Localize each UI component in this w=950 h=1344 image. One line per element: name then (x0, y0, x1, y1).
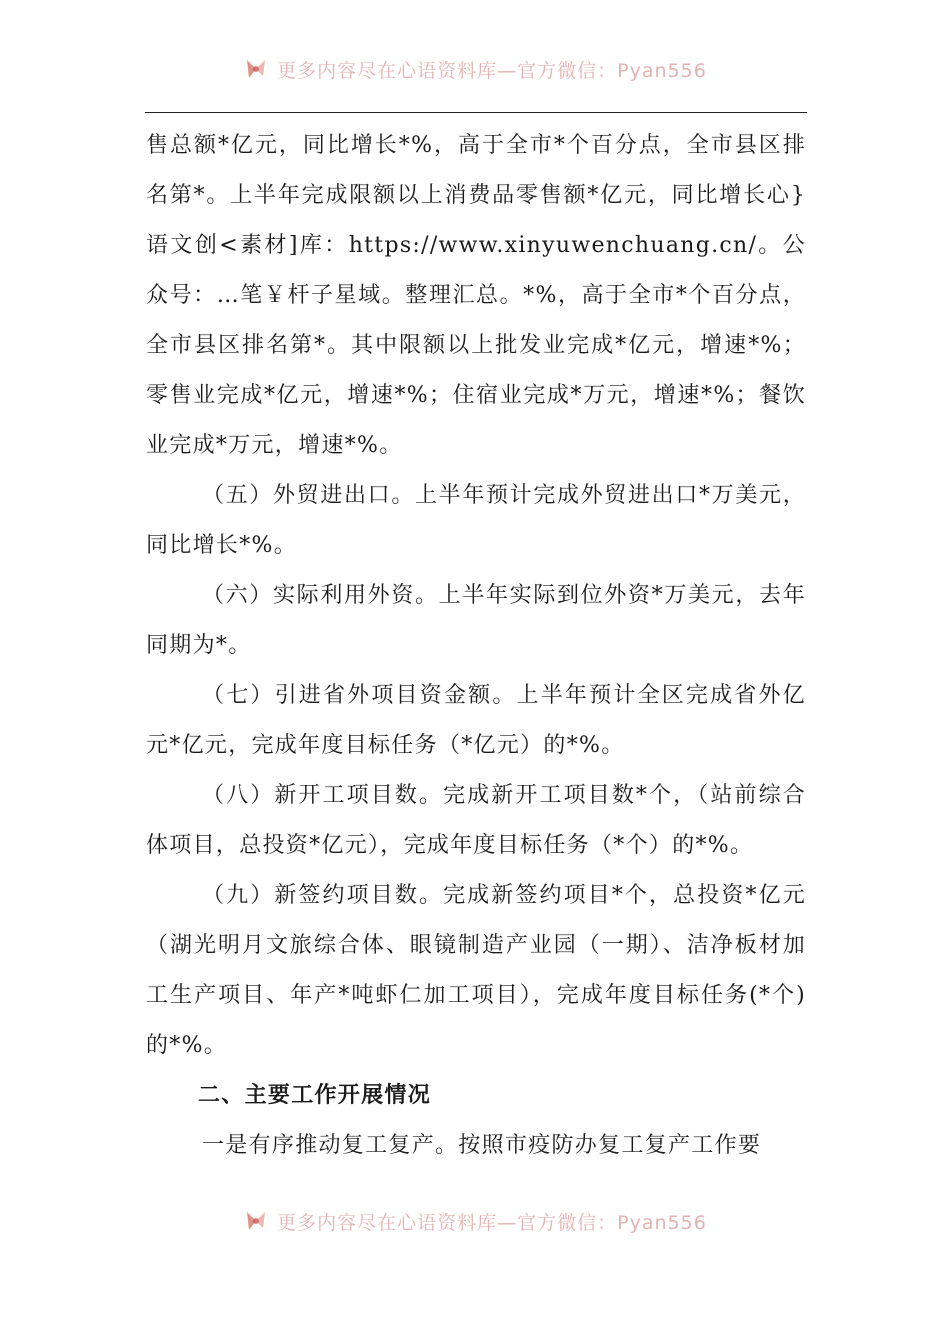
paragraph-foreign-trade: （五）外贸进出口。上半年预计完成外贸进出口*万美元，同比增长*%。 (146, 483, 806, 558)
paragraph-external-funds: （七）引进省外项目资金额。上半年预计全区完成省外亿元*亿元，完成年度目标任务（*亿元）的*%。 (146, 683, 806, 758)
footer-watermark (0, 1206, 950, 1236)
paragraph-resume-production: 一是有序推动复工复产。按照市疫防办复工复产工作要 (202, 1133, 762, 1158)
header-watermark-text: 更多内容尽在心语资料库—官方微信：Pyan556 (277, 59, 707, 82)
footer-watermark-text: 更多内容尽在心语资料库—官方微信：Pyan556 (277, 1211, 707, 1234)
paragraph-signed-projects: （九）新签约项目数。完成新签约项目*个，总投资*亿元（湖光明月文旅综合体、眼镜制造产业园（一期）、洁净板材加工生产项目、年产*吨虾仁加工项目），完成年度目标任务(*个)的*%。 (146, 883, 806, 1058)
header-watermark (0, 54, 950, 84)
paragraph-foreign-investment: （六）实际利用外资。上半年实际到位外资*万美元，去年同期为*。 (146, 583, 806, 658)
header-rule (145, 112, 807, 113)
section-heading-main-work: 二、主要工作开展情况 (198, 1083, 432, 1108)
paragraph-retail-sales: 售总额*亿元，同比增长*%，高于全市*个百分点，全市县区排名第*。上半年完成限额以上消费品零售额*亿元，同比增长心}语文创<素材]库：https://www.xinyuwenchuang.cn/。公众号：…笔￥杆子星域。整理汇总。*%，高于全市*个百分点，全市县区排名第*。其中限额以上批发业完成*亿元，增速*%；零售业完成*亿元，增速*%；住宿业完成*万元，增速*%；餐饮业完成*万元，增速*%。 (146, 133, 806, 458)
fan-logo-icon (243, 1208, 269, 1234)
fan-logo-icon (243, 56, 269, 82)
paragraph-new-projects: （八）新开工项目数。完成新开工项目数*个，（站前综合体项目，总投资*亿元），完成年度目标任务（*个）的*%。 (146, 783, 806, 858)
document-body (146, 121, 806, 1171)
